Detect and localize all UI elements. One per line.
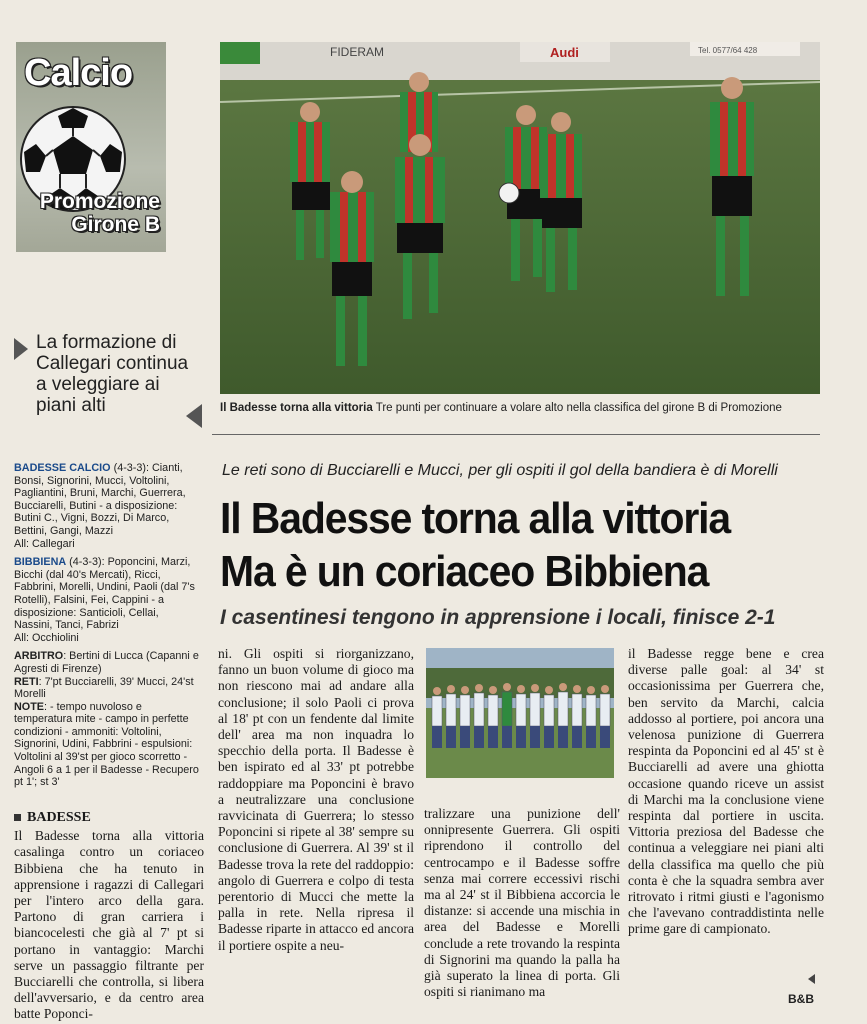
banner-phone: Tel. 0577/64 428 [698, 46, 758, 55]
section-title: Calcio [24, 52, 133, 94]
notes-line [14, 701, 199, 789]
byline: B&B [788, 992, 814, 1006]
banner-fideram: FIDERAM [330, 45, 384, 59]
article-column-1 [14, 810, 204, 1023]
referee-label: ARBITRO [14, 650, 64, 663]
lineups-box [14, 462, 199, 789]
notes-label: NOTE [14, 700, 44, 713]
away-team-players: (4-3-3): Poponcini, Marzi, Bicchi (dal 40's Mercati), Ricci, Fabbrini, Morelli, Undini, Paoli (dal 7's Rotelli), Falsini, Fei, Cappini - a disposizione: Santicioli, Cellai, Nassini, Tanci, Fabrizi [14, 556, 195, 632]
away-team-label: BIBBIENA [14, 556, 67, 569]
photo-caption-text: Tre punti per continuare a volare alto nella classifica del girone B di Promozione [372, 402, 782, 414]
article-column-4: il Badesse regge bene e crea diverse palle goal: al 34' st occasionissima per Guerrera che, ben servito da Marchi, calcia addosso al portiere, poi ancora una velenosa punizione di Guerrera respinta da Poponcini ed al 45' st è Bucciarelli ad avere una ghiotta occasione quando riceve un assist di Marchi ma la conclusione viene respinta dal portiere in uscita. Vittoria preziosa del Badesse che continua a veleggiare nei piani alti della classifica ma quello che più conta è che la squadra sembra aver ritrovato i ritmi giusti e l'agonismo che l'avevano contraddistinta nelle prime gare di campionato. [628, 646, 824, 937]
photo-caption-bold: Il Badesse torna alla vittoria [220, 402, 373, 414]
goals-text: : 7'pt Bucciarelli, 39' Mucci, 24'st Morelli [14, 675, 194, 701]
teaser-text: La formazione di Callegari continua a veleggiare ai piani alti [36, 332, 189, 416]
banner-audi: Audi [550, 45, 579, 60]
notes-text: : - tempo nuvoloso e temperatura mite - campo in perfette condizioni - ammoniti: Voltolini, Signorini, Udini, Fabbrini - espulsioni: Voltolini al 39'st per gioco scorretto - Angoli 6 a 1 per il Badesse - Recupero pt 1'; st 3' [14, 700, 199, 789]
headline [220, 492, 787, 598]
headline-line-2: Ma è un coriaceo Bibbiena [220, 547, 709, 596]
kicker: Le reti sono di Bucciarelli e Mucci, per gli ospiti il gol della bandiera è di Morelli [222, 462, 778, 479]
home-team-players: (4-3-3): Cianti, Bonsi, Signorini, Mucci, Voltolini, Pagliantini, Bruni, Marchi, Guerrera, Bucciarelli, Butini - a disposizione: Butini C., Vigni, Bozzi, Di Marco, Bettini, Gangi, Mazzi [14, 462, 186, 537]
square-bullet-icon [14, 814, 21, 821]
dateline: BADESSE [14, 810, 204, 826]
end-mark-icon [808, 974, 815, 984]
headline-line-1: Il Badesse torna alla vittoria [220, 494, 731, 543]
away-coach: All: Occhiolini [14, 631, 79, 644]
goals-label: RETI [14, 675, 39, 688]
home-team-label: BADESSE CALCIO [14, 462, 111, 474]
article-text-1: Il Badesse torna alla vittoria casalinga contro un coriaceo Bibbiena che ha tenuto in apprensione i ragazzi di Callegari per l'intero arco della gara. Partono di gran carriera i biancocelesti che già al 7' pt si portano in vantaggio: Marchi serve un passaggio filtrante per Bucciarelli che controlla, si libera dell'avversario, e da centro area batte Poponci- [14, 828, 204, 1022]
goals-line [14, 676, 199, 701]
team-photo-illustration [426, 648, 614, 778]
home-coach: All: Callegari [14, 537, 75, 550]
arrow-right-icon [14, 338, 28, 360]
section-subtitle: Promozione Girone B [39, 190, 160, 236]
subheadline: I casentinesi tengono in apprensione i locali, finisce 2-1 [220, 606, 776, 629]
article-column-2: ni. Gli ospiti si riorganizzano, fanno un buon volume di gioco ma non riescono mai ad andare alla conclusione; il solo Paoli ci prova al 18' pt con un fendente dal limite dell' area ma non inquadra lo specchio della porta. Il Badesse è ben ispirato ed al 33' pt potrebbe raddoppiare ma Poponcini è bravo a neutralizzare una conclusione ravvicinata di Guerrera; lo stesso Poponcini si ripete al 38' sempre su conclusione di Guerrera. Al 39' st il Badesse trova la rete del raddoppio: angolo di Guerrera e colpo di testa perentorio di Mucci che mette la palla in rete. Nella ripresa il Badesse riparte in attacco ed ancora il portiere ospite a neu- [218, 646, 414, 953]
home-lineup [14, 462, 199, 550]
arrow-left-icon [186, 404, 202, 428]
photo-caption [220, 401, 825, 415]
article-column-3: tralizzare una punizione dell' onnipresente Guerrera. Gli ospiti riprendono il controllo del centrocampo e il Badesse soffre senza mai correre eccessivi rischi ma al 24' st il Bibbiena accorcia le distanze: si accende una mischia in area del Badesse e Morelli conclude a rete trovando la respinta di Signorini ma quando la palla ha già superato la linea di porta. Gli ospiti si rianimano ma [424, 806, 620, 1000]
away-lineup [14, 556, 199, 644]
referee-line [14, 650, 199, 675]
teaser [14, 332, 199, 416]
section-badge [16, 42, 166, 252]
divider [212, 434, 820, 435]
team-photo [426, 648, 614, 778]
main-photo [220, 42, 820, 394]
referee-text: : Bertini di Lucca (Capanni e Agresti di Firenze) [14, 650, 199, 675]
match-photo-illustration [220, 42, 820, 394]
